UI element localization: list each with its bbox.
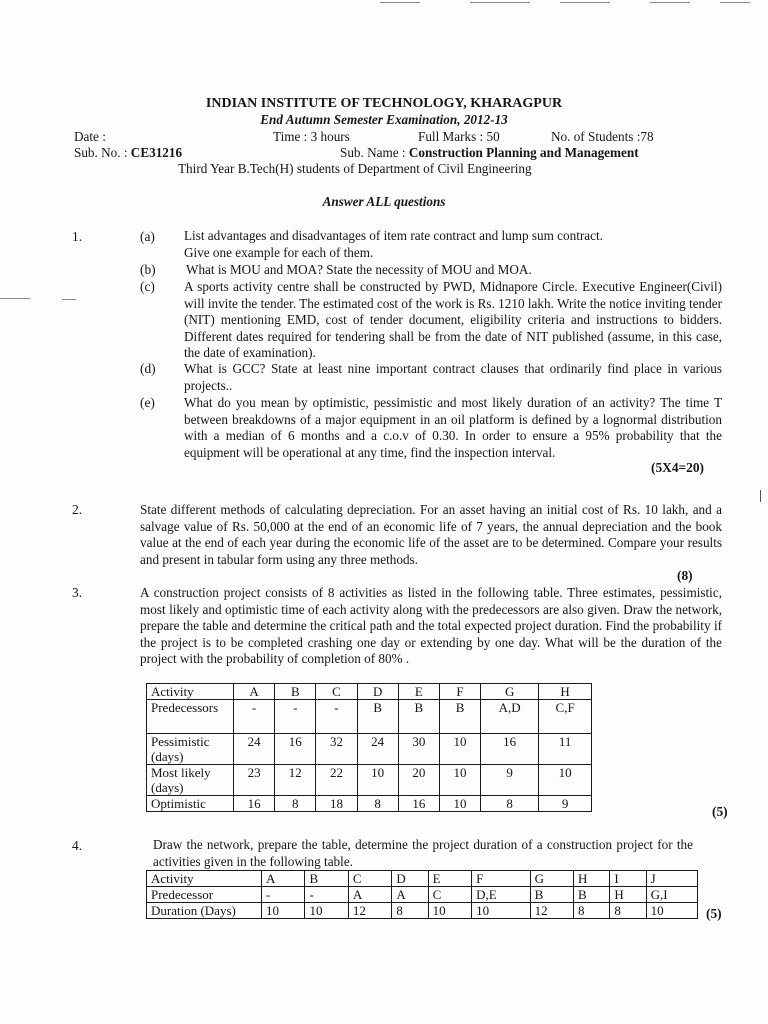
q1d-label: (d) [140,361,156,376]
q1c-label: (c) [140,279,155,294]
q4-text: Draw the network, prepare the table, determine the project duration of a construction project for the activities given in the following table. [153,837,693,869]
q1c-text: A sports activity centre shall be constructed by PWD, Midnapore Circle. Executive Engineer(Civil) will invite the tender. The estimated cost of the work is Rs. 1210 lakh. Write the notice inviting tender (NIT) mentioning EMD, cost of tender document, eligibility criteria and instructions to bidders. Different dates required for tendering shall be from the date of NIT published (assume, in this case, the date of examination). [184,279,722,361]
student-count: No. of Students :78 [551,129,654,144]
exam-title: End Autumn Semester Examination, 2012-13 [260,112,508,127]
q1b-text: What is MOU and MOA? State the necessity of MOU and MOA. [186,262,532,277]
q2-text: State different methods of calculating depreciation. For an asset having an initial cost of Rs. 10 lakh, and a salvage value of Rs. 50,000 at the end of an economic life of 7 years, the annual depreciation and the book value at the end of each year during the economic life of the asset are to be determined. Compare your results and present in tabular form using any three methods. [140,502,722,567]
scan-speck [380,2,420,3]
q1a-line-2: Give one example for each of them. [184,245,374,260]
question-3-number: 3. [72,585,83,600]
table-row: Pessimistic (days) 24 16 32 24 30 10 16 11 [147,734,592,765]
activity-duration-table [146,870,698,919]
table-row: Activity A B C D E F G H [147,684,592,700]
institute-name: INDIAN INSTITUTE OF TECHNOLOGY, KHARAGPUR [205,96,563,111]
scan-speck [650,2,690,3]
table-row: Most likely (days) 23 12 22 10 20 10 9 10 [147,765,592,796]
subject-number: Sub. No. : CE31216 [74,145,183,160]
table-row: Duration (Days) 10 10 12 8 10 10 12 8 8 10 [147,903,698,919]
q1-marks: (5X4=20) [651,460,705,475]
q3-text: A construction project consists of 8 activities as listed in the following table. Three estimates, pessimistic, most likely and optimistic time of each activity along with the predecessors are also given. Draw the network, prepare the table and determine the critical path and the total expected project duration. Find the probability if the project is to be completed crashing one day or extending by one day. What will be the duration of the project with the probability of completion of 80% . [140,585,722,667]
instruction: Answer ALL questions [322,194,446,209]
date-label: Date : [74,129,106,144]
q3-marks: (5) [712,804,728,819]
question-4-number: 4. [72,838,83,853]
q1d-text: What is GCC? State at least nine important contract clauses that ordinarily find place in various projects.. [184,361,722,393]
subject-name: Sub. Name : Construction Planning and Management [340,145,639,160]
table-row: Activity A B C D E F G H I J [147,871,698,887]
q1e-text: What do you mean by optimistic, pessimistic and most likely duration of an activity? The time T between breakdowns of a major equipment in an oil platform is defined by a lognormal distribution with a median of 6 months and a c.o.v of 0.30. In order to ensure a 95% probability that the equipment will be operational at any time, find the inspection interval. [184,395,722,460]
scan-speck [470,2,530,3]
scan-speck [0,298,30,299]
table-row: Predecessors - - - B B B A,D C,F [147,700,592,734]
table-row: Predecessor - - A A C D,E B B H G,I [147,887,698,903]
q1a-line-1: List advantages and disadvantages of item rate contract and lump sum contract. [184,228,603,243]
year-department: Third Year B.Tech(H) students of Department of Civil Engineering [178,161,532,176]
q1a-label: (a) [140,229,155,244]
question-1-number: 1. [72,229,83,244]
activity-estimates-table [146,683,592,812]
scan-speck [720,2,750,3]
scan-speck [560,2,610,3]
scan-speck [760,490,761,502]
question-2-number: 2. [72,502,83,517]
q1e-label: (e) [140,395,155,410]
exam-time: Time : 3 hours [273,129,350,144]
table-row: Optimistic 16 8 18 8 16 10 8 9 [147,796,592,812]
q2-marks: (8) [677,568,693,583]
q1b-label: (b) [140,262,156,277]
full-marks: Full Marks : 50 [418,129,500,144]
scan-speck [62,299,76,300]
q4-marks: (5) [706,906,722,921]
